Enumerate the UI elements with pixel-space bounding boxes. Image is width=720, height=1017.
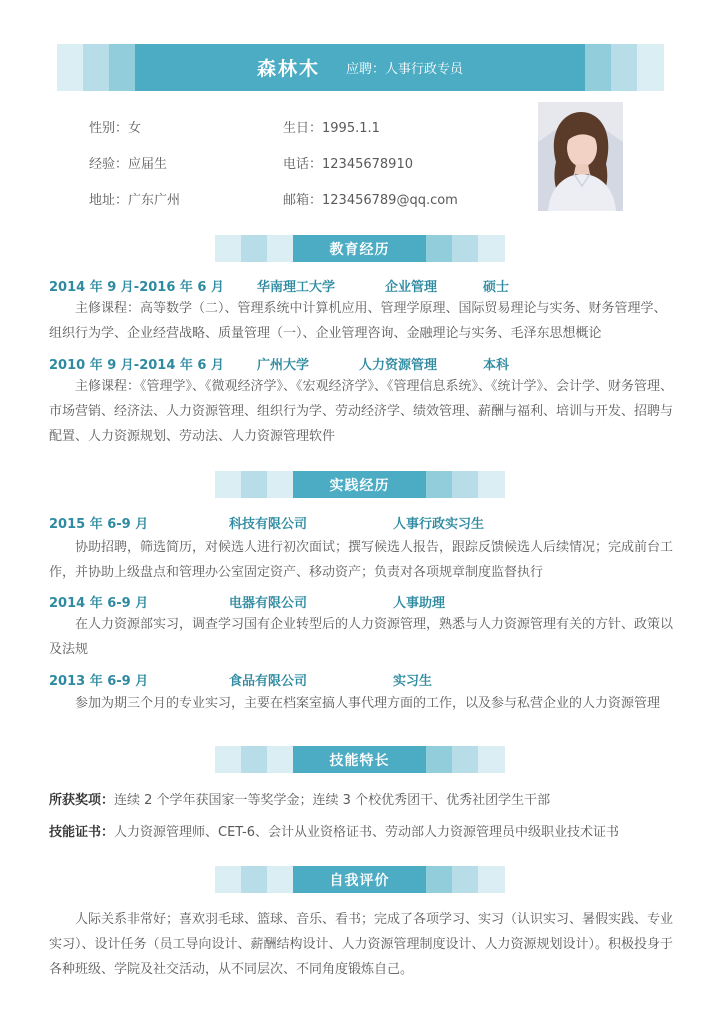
- edu-courses: 主修课程：《管理学》、《微观经济学》、《宏观经济学》、《管理信息系统》、《统计学》、会计学、财务管理、市场营销、经济法、人力资源管理、组织行为学、劳动经济学、绩效管理、薪酬与福利、培训与开发、招聘与配置、人力资源规划、劳动法、人力资源管理软件: [49, 379, 674, 444]
- practice-role: 人事助理: [393, 596, 446, 611]
- awards-row: [49, 789, 550, 808]
- awards-value: 连续 2 个学年获国家一等奖学金；连续 3 个校优秀团干、优秀社团学生干部: [114, 793, 551, 808]
- practice-section-header: [215, 471, 505, 498]
- apply-position: 应聘：人事行政专员: [346, 62, 464, 77]
- edu-school: 广州大学: [257, 358, 310, 373]
- education-section-header: [215, 235, 505, 262]
- info-address: 地址：广东广州: [89, 193, 181, 208]
- self-evaluation-text: 人际关系非常好；喜欢羽毛球、篮球、音乐、看书；完成了各项学习、实习（认识实习、暑假实践、专业实习）、设计任务（员工导向设计、薪酬结构设计、人力资源管理制度设计、人力资源规划设计）。积极投身于各种班级、学院及社交活动，从不同层次、不同角度锻炼自己。: [49, 912, 674, 977]
- practice-item-header: [49, 670, 649, 688]
- edu-degree: 本科: [483, 358, 510, 373]
- practice-item-header: [49, 513, 649, 531]
- certs-row: [49, 821, 619, 840]
- practice-company: 食品有限公司: [229, 674, 308, 689]
- practice-description: 参加为期三个月的专业实习，主要在档案室搞人事代理方面的工作，以及参与私营企业的人力资源管理: [75, 696, 661, 711]
- practice-description: 协助招聘，筛选简历，对候选人进行初次面试；撰写候选人报告，跟踪反馈候选人后续情况；完成前台工作，并协助上级盘点和管理办公室固定资产、移动资产；负责对各项规章制度监督执行: [49, 540, 674, 580]
- education-item-header: [49, 276, 649, 294]
- profile-photo: [538, 102, 623, 211]
- candidate-name: 森林木: [256, 58, 320, 80]
- certs-value: 人力资源管理师、CET-6、会计从业资格证书、劳动部人力资源管理员中级职业技术证书: [114, 825, 620, 840]
- practice-company: 电器有限公司: [229, 596, 308, 611]
- practice-description: 在人力资源部实习，调查学习国有企业转型后的人力资源管理，熟悉与人力资源管理有关的方针、政策以及法规: [49, 617, 674, 657]
- education-item-header: [49, 354, 649, 372]
- edu-degree: 硕士: [483, 280, 510, 295]
- practice-period: 2014 年 6-9 月: [49, 596, 149, 611]
- practice-title: 实践经历: [293, 471, 426, 498]
- edu-period: 2014 年 9 月-2016 年 6 月: [49, 280, 225, 295]
- certs-label: 技能证书：: [49, 825, 115, 840]
- header-banner: [57, 44, 664, 91]
- awards-label: 所获奖项：: [49, 793, 115, 808]
- skills-title: 技能特长: [293, 746, 426, 773]
- info-birthday: 生日：1995.1.1: [283, 121, 380, 136]
- info-phone: 电话：12345678910: [283, 157, 413, 172]
- self-title: 自我评价: [293, 866, 426, 893]
- edu-major: 企业管理: [385, 280, 438, 295]
- practice-period: 2015 年 6-9 月: [49, 517, 149, 532]
- practice-item-header: [49, 592, 649, 610]
- education-title: 教育经历: [293, 235, 426, 262]
- edu-period: 2010 年 9 月-2014 年 6 月: [49, 358, 225, 373]
- info-email: 邮箱：123456789@qq.com: [283, 193, 458, 208]
- edu-courses: 主修课程：高等数学（二）、管理系统中计算机应用、管理学原理、国际贸易理论与实务、财务管理学、组织行为学、企业经营战略、质量管理（一）、企业管理咨询、金融理论与实务、毛泽东思想概论: [49, 301, 667, 341]
- practice-period: 2013 年 6-9 月: [49, 674, 149, 689]
- practice-role: 实习生: [393, 674, 433, 689]
- edu-school: 华南理工大学: [257, 280, 336, 295]
- edu-major: 人力资源管理: [359, 358, 438, 373]
- practice-role: 人事行政实习生: [393, 517, 485, 532]
- skills-section-header: [215, 746, 505, 773]
- info-gender: 性别：女: [89, 121, 142, 136]
- practice-company: 科技有限公司: [229, 517, 308, 532]
- self-section-header: [215, 866, 505, 893]
- header-center: [135, 44, 585, 91]
- info-experience: 经验：应届生: [89, 157, 168, 172]
